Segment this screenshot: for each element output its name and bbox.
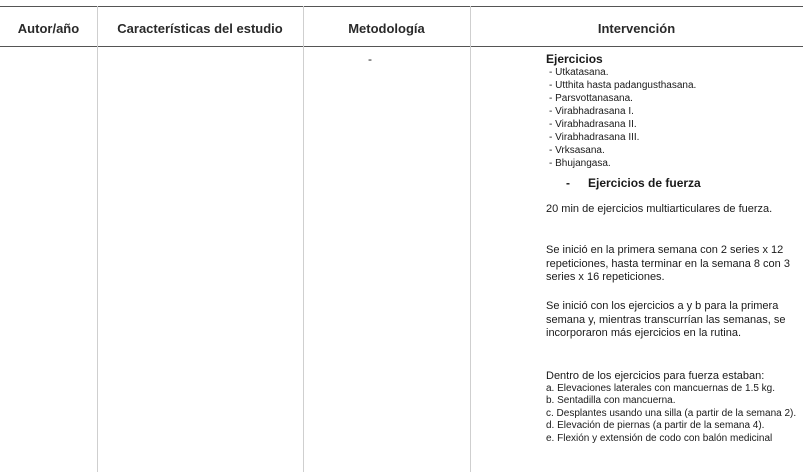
paragraph-duracion: 20 min de ejercicios multiarticulares de fuerza. xyxy=(546,203,773,215)
list-item: a. Elevaciones laterales con mancuernas de 1.5 kg. xyxy=(546,383,776,394)
ejercicios-list xyxy=(549,66,696,170)
list-item: e. Flexión y extensión de codo con balón medicinal xyxy=(546,432,773,444)
header-bottom-border xyxy=(0,46,803,47)
fuerza-heading xyxy=(566,176,701,190)
list-item: - Virabhadrasana II. xyxy=(549,118,696,131)
methodology-cell: - xyxy=(368,52,372,66)
header-autor: Autor/año xyxy=(17,21,80,36)
list-item: - Vrksasana. xyxy=(549,144,696,157)
fuerza-bullet: - xyxy=(566,176,570,190)
column-divider-3 xyxy=(470,6,471,472)
fuerza-title: Ejercicios de fuerza xyxy=(588,176,701,190)
fuerza-items-list xyxy=(546,383,808,445)
list-item: - Parsvottanasana. xyxy=(549,92,696,105)
list-item: - Virabhadrasana III. xyxy=(549,131,696,144)
list-item: - Bhujangasa. xyxy=(549,157,696,170)
column-divider-1 xyxy=(97,6,98,472)
list-item: d. Elevación de piernas (a partir de la semana 4). xyxy=(546,420,765,432)
list-item: - Utthita hasta padangusthasana. xyxy=(549,79,696,92)
paragraph-series: Se inició en la primera semana con 2 series x 12 repeticiones, hasta terminar en la semana 8 con 3 series x 16 repeticiones. xyxy=(546,244,790,283)
list-item: c. Desplantes usando una silla (a partir de la semana 2). xyxy=(546,407,797,419)
header-metodologia: Metodología xyxy=(348,21,425,36)
list-item: b. Sentadilla con mancuerna. xyxy=(546,395,676,407)
ejercicios-title: Ejercicios xyxy=(546,52,603,66)
table-top-border xyxy=(0,6,803,7)
paragraph-lista-intro: Dentro de los ejercicios para fuerza estaban: xyxy=(546,370,765,382)
list-item: - Utkatasana. xyxy=(549,66,696,79)
list-item: - Virabhadrasana I. xyxy=(549,105,696,118)
header-caracteristicas: Características del estudio xyxy=(117,21,283,36)
paragraph-progresion: Se inició con los ejercicios a y b para la primera semana y, mientras transcurrían las semanas, se incorporaron más ejercicios en la rutina. xyxy=(546,300,786,339)
header-intervencion: Intervención xyxy=(597,21,676,36)
column-divider-2 xyxy=(303,6,304,472)
